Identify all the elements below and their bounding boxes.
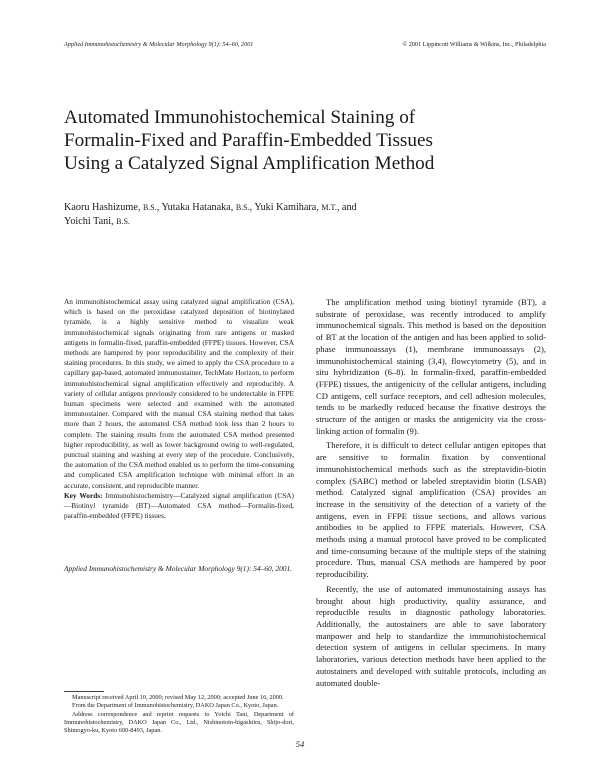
body-paragraph: Therefore, it is difficult to detect cellular antigen epitopes that are sensitive to formalin fixation by conventional immunohistochemical methods such as the streptavidin-biotin complex (SABC) method or labeled streptavidin biotin (LSAB) method. Catalyzed signal amplification (CSA) provides an increase in the sensitivity of the detection of a variety of the antigens, even in FFPE tissue sections, and allows various antibodies to be applied to FFPE materials. However, CSA methods using a manual protocol have proved to be complicated and time-consuming because of the multiple steps of the staining procedure. Thus, manual CSA methods are hampered by poor reproducibility. [316,440,546,580]
keywords-text: Immunohistochemistry—Catalyzed signal amplification (CSA)—Biotinyl tyramide (BT)—Automated CSA method—Formalin-fixed, paraffin-embedded (FFPE) tissues. [64,490,294,521]
author-degree: B.S. [235,203,250,212]
author-name: Yoichi Tani, [64,216,117,227]
author-degree: M.T. [321,203,337,212]
running-header-journal: Applied Immunohistochemistry & Molecular Morphology 9(1): 54–60, 2001 [64,41,254,48]
running-header-copyright: © 2001 Lippincott Williams & Wilkins, Inc., Philadelphia [402,41,546,48]
footnote-received: Manuscript received April 10, 2000; revised May 12, 2000; accepted June 16, 2000. [72,694,284,701]
title-line: Automated Immunohistochemical Staining of [64,107,416,128]
title-line: Formalin-Fixed and Paraffin-Embedded Tissues [64,130,433,151]
body-paragraph: Recently, the use of automated immunostaining assays has brought about high productivity, quality assurance, and reproducible results in diagnostic pathology laboratories. Additionally, the autostainers are able to save laboratory manpower and help to standardize the immunohistochemical detection system of antigens in cellular specimens. In many laboratories, various detection methods have been applied to the autostainers and developed with suitable protocols, including an automated double- [316,583,546,688]
abstract [64,297,294,521]
footnotes [64,694,294,735]
author-degree: B.S. [142,203,157,212]
page-number: 54 [295,739,305,749]
keywords [64,491,294,522]
body-paragraph: The amplification method using biotinyl tyramide (BT), a substrate of peroxidase, was recently introduced to amplify immunochemical signals. This method is based on the deposition of BT at the location of the antigen and has been applied to solid-phase immunoassays (1), membrane immunoassays (2), immunohistochemical staining (3,4), flowcytometry (5), and in situ hybridization (6–8). In formalin-fixed, paraffin-embedded (FFPE) tissues, the antigenicity of the cellular antigens, including CD antigens, cell surface receptors, and cell adhesion molecules, tends to be markedly reduced because the fixative destroys the structure of the antigen or masks the antigenicity via the cross-linking action of formalin (9). [316,297,546,436]
footnote-divider [64,691,104,692]
footnote-correspondence: Address correspondence and reprint requests to Yoichi Tani, Department of Immunohistochemistry, DAKO Japan Co., Ltd., Nishinotoin-higashiiru, Shijo-dori, Shimogyo-ku, Kyoto 600-8493, Japan. [64,710,294,735]
abstract-text: An immunohistochemical assay using catalyzed signal amplification (CSA), which is based on the peroxidase catalyzed deposition of biotinylated tyramide, is a highly sensitive method to visualize weak immunohistochemical signals originating from rare antigens or masked antigens in formalin-fixed, paraffin-embedded (FFPE) tissues. However, CSA methods are hampered by poor reproducibility and the complexity of their staining procedures. In this study, we aimed to apply the CSA procedure to a capillary gap-based, automated immunostainer, TechMate Horizon, to perform immunohistochemical signal amplification effectively and reproducibly. A variety of cellular antigens previously considered to be undetectable in FFPE human specimens were selected and examined with the automated immunostainer. Compared with the manual CSA staining method that takes more than 2 hours, the automated CSA method took less than 2 hours to complete. The staining results from the automated CSA method presented higher reproducibility, as well as lower background owing to well-regulated, punctual staining and washing at every step of the procedure. Conclusively, the automation of the CSA method enabled us to perform the time-consuming and complicated CSA amplification technique with minimal effort in an accurate, consistent, and reproducible manner. [64,297,294,490]
article-title [64,106,534,175]
citation: Applied Immunohistochemistry & Molecular Morphology 9(1): 54–60, 2001. [64,564,293,573]
author-list [64,201,534,229]
keywords-label: Key Words: [64,490,103,500]
author-separator: , [249,202,255,213]
author-separator: , and [336,202,357,213]
title-line: Using a Catalyzed Signal Amplification Method [64,153,435,174]
footnote-affiliation: From the Department of Immunohistochemistry, DAKO Japan Co., Kyoto, Japan. [72,702,279,710]
author-degree: B.S. [116,217,130,226]
author-name: Yuki Kamihara, [254,202,322,213]
author-separator: , [156,202,162,213]
author-name: Kaoru Hashizume, [64,202,143,213]
body-text-column [316,297,546,692]
author-name: Yutaka Hatanaka, [161,202,236,213]
